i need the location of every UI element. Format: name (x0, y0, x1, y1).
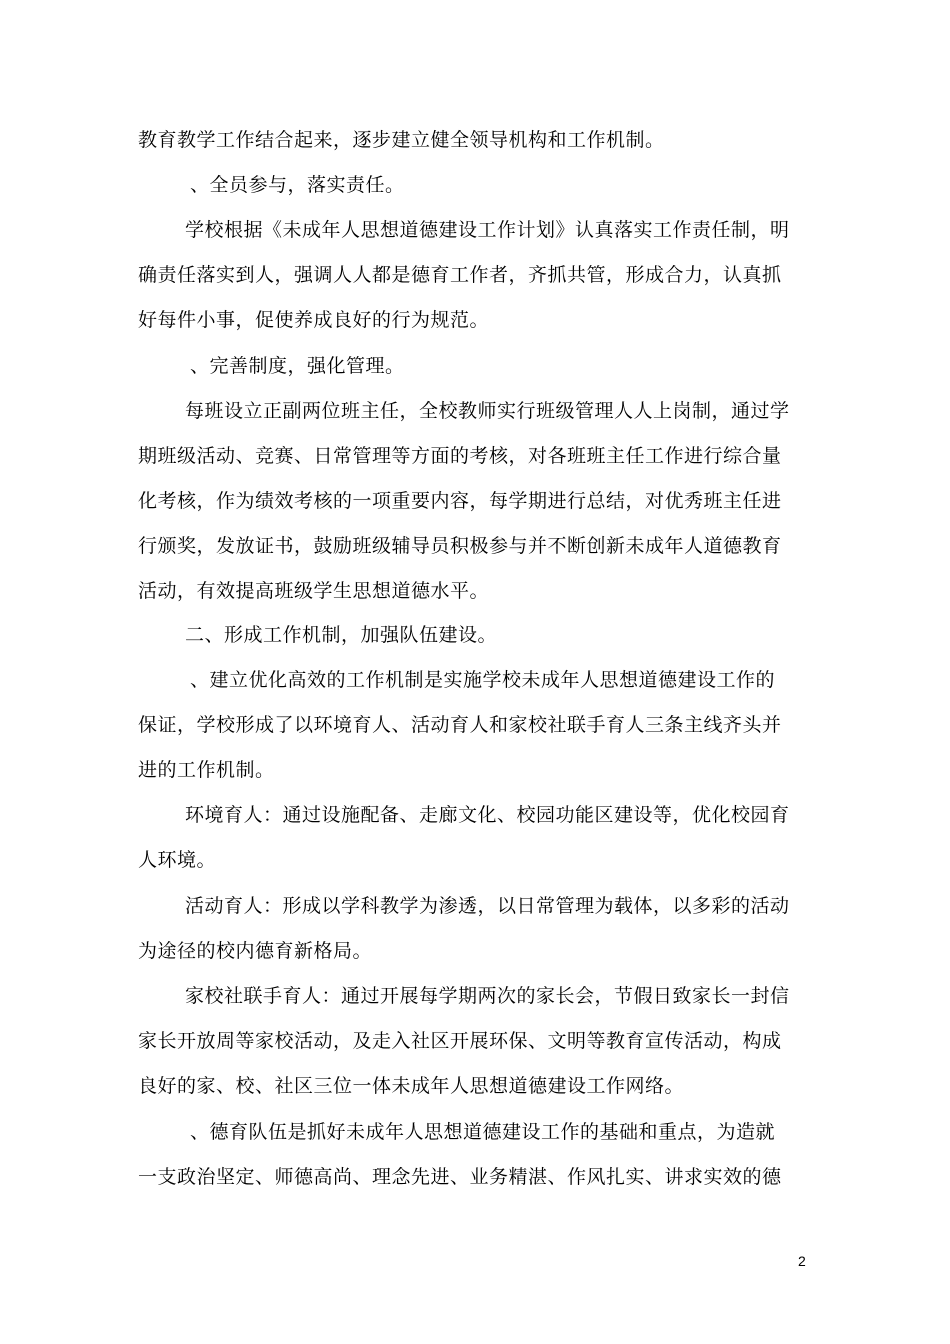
section-heading: 二、形成工作机制，加强队伍建设。 (185, 624, 498, 646)
text-line: 期班级活动、竞赛、日常管理等方面的考核，对各班班主任工作进行综合量 (138, 445, 782, 467)
text-line: 每班设立正副两位班主任，全校教师实行班级管理人人上岗制，通过学 (185, 400, 790, 422)
text-line: 为途径的校内德育新格局。 (138, 940, 373, 962)
text-line: 教育教学工作结合起来，逐步建立健全领导机构和工作机制。 (138, 129, 665, 151)
text-line: 行颁奖，发放证书，鼓励班级辅导员积极参与并不断创新未成年人道德教育 (138, 535, 782, 557)
text-line: 、德育队伍是抓好未成年人思想道德建设工作的基础和重点，为造就 (190, 1121, 776, 1143)
text-line: 人环境。 (138, 849, 217, 871)
section-item-heading: 、全员参与，落实责任。 (190, 174, 405, 196)
text-line: 良好的家、校、社区三位一体未成年人思想道德建设工作网络。 (138, 1075, 685, 1097)
text-line: 一支政治坚定、师德高尚、理念先进、业务精湛、作风扎实、讲求实效的德 (138, 1166, 782, 1188)
text-line: 活动育人：形成以学科教学为渗透，以日常管理为载体，以多彩的活动 (185, 895, 790, 917)
section-item-heading: 、完善制度，强化管理。 (190, 355, 405, 377)
text-line: 保证，学校形成了以环境育人、活动育人和家校社联手育人三条主线齐头并 (138, 714, 782, 736)
page-number: 2 (798, 1253, 806, 1269)
text-line: 活动，有效提高班级学生思想道德水平。 (138, 580, 490, 602)
text-line: 确责任落实到人，强调人人都是德育工作者，齐抓共管，形成合力，认真抓 (138, 264, 782, 286)
text-line: 好每件小事，促使养成良好的行为规范。 (138, 309, 490, 331)
text-line: 、建立优化高效的工作机制是实施学校未成年人思想道德建设工作的 (190, 669, 776, 691)
text-line: 进的工作机制。 (138, 759, 275, 781)
text-line: 家长开放周等家校活动，及走入社区开展环保、文明等教育宣传活动，构成 (138, 1030, 782, 1052)
text-line: 环境育人：通过设施配备、走廊文化、校园功能区建设等，优化校园育 (185, 804, 790, 826)
text-line: 化考核，作为绩效考核的一项重要内容，每学期进行总结，对优秀班主任进 (138, 490, 782, 512)
text-line: 学校根据《未成年人思想道德建设工作计划》认真落实工作责任制，明 (185, 219, 790, 241)
text-line: 家校社联手育人：通过开展每学期两次的家长会，节假日致家长一封信 (185, 985, 790, 1007)
